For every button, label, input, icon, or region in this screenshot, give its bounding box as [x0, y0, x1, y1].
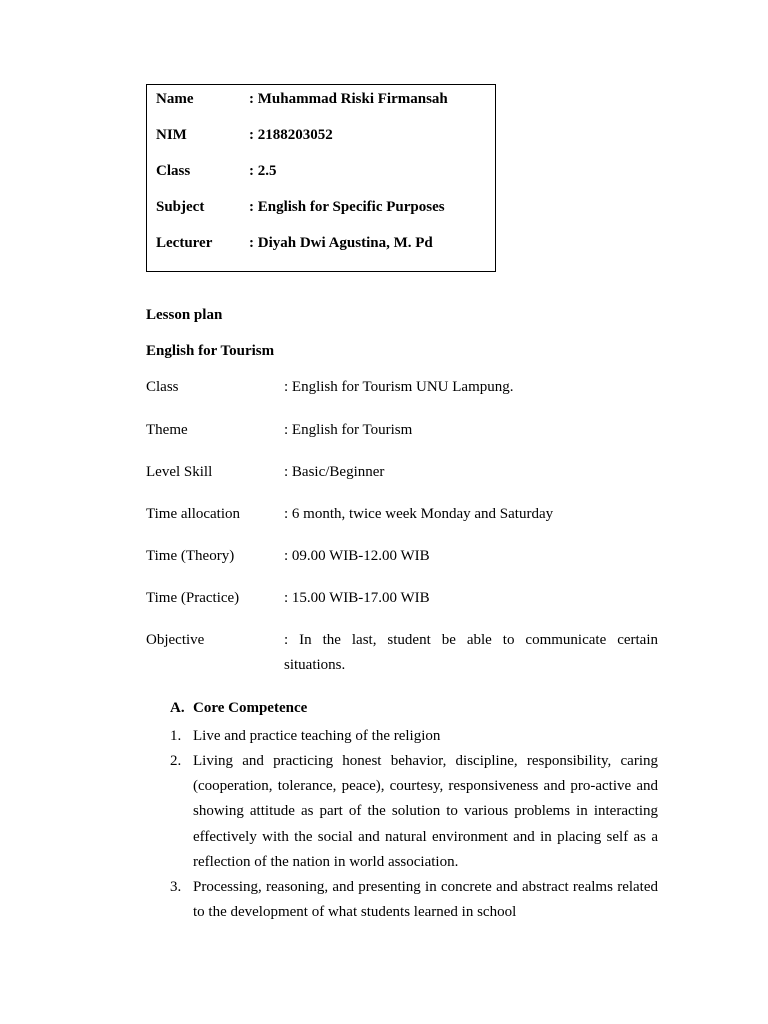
list-item-text: Live and practice teaching of the religion	[193, 728, 441, 744]
info-value: : In the last, student be able to communicate certain	[284, 632, 658, 648]
lecturer-label: Lecturer	[156, 235, 213, 251]
section-title: Core Competence	[193, 700, 308, 716]
info-label: Theme	[146, 422, 188, 438]
info-label: Class	[146, 379, 179, 395]
info-value: : Basic/Beginner	[284, 464, 385, 480]
list-item-number: 3.	[170, 879, 182, 895]
list-item-text: Processing, reasoning, and presenting in concrete and abstract realms related to the development of what students learned in school	[193, 879, 658, 921]
name-label: Name	[156, 91, 194, 107]
class-label: Class	[156, 163, 191, 179]
subject-value: : English for Specific Purposes	[249, 199, 445, 215]
info-label: Time allocation	[146, 506, 241, 522]
lesson-plan-heading: Lesson plan	[146, 307, 223, 323]
info-value: : 6 month, twice week Monday and Saturday	[284, 506, 554, 522]
info-label: Objective	[146, 632, 205, 648]
info-value: : English for Tourism UNU Lampung.	[284, 379, 514, 395]
info-label: Time (Theory)	[146, 548, 235, 564]
info-label: Time (Practice)	[146, 590, 240, 606]
info-value-continuation: situations.	[284, 657, 346, 673]
lesson-subheading: English for Tourism	[146, 343, 275, 359]
name-value: : Muhammad Riski Firmansah	[249, 91, 448, 107]
nim-value: : 2188203052	[249, 127, 333, 143]
list-item-number: 1.	[170, 728, 182, 744]
list-item-number: 2.	[170, 753, 182, 769]
info-value: : 09.00 WIB-12.00 WIB	[284, 548, 430, 564]
info-value: : 15.00 WIB-17.00 WIB	[284, 590, 430, 606]
lecturer-value: : Diyah Dwi Agustina, M. Pd	[249, 235, 433, 251]
info-value: : English for Tourism	[284, 422, 413, 438]
class-value: : 2.5	[249, 163, 277, 179]
section-number: A.	[170, 700, 185, 716]
subject-label: Subject	[156, 199, 205, 215]
nim-label: NIM	[156, 127, 187, 143]
info-label: Level Skill	[146, 464, 213, 480]
student-info-box	[146, 84, 496, 272]
list-item-text: Living and practicing honest behavior, discipline, responsibility, caring (cooperation, tolerance, peace), courtesy, responsiveness and pro-active and showing attitude as part of the solution to various problems in interacting effectively with the social and natural environment and in placing self as a reflection of the nation in world association.	[193, 753, 658, 870]
